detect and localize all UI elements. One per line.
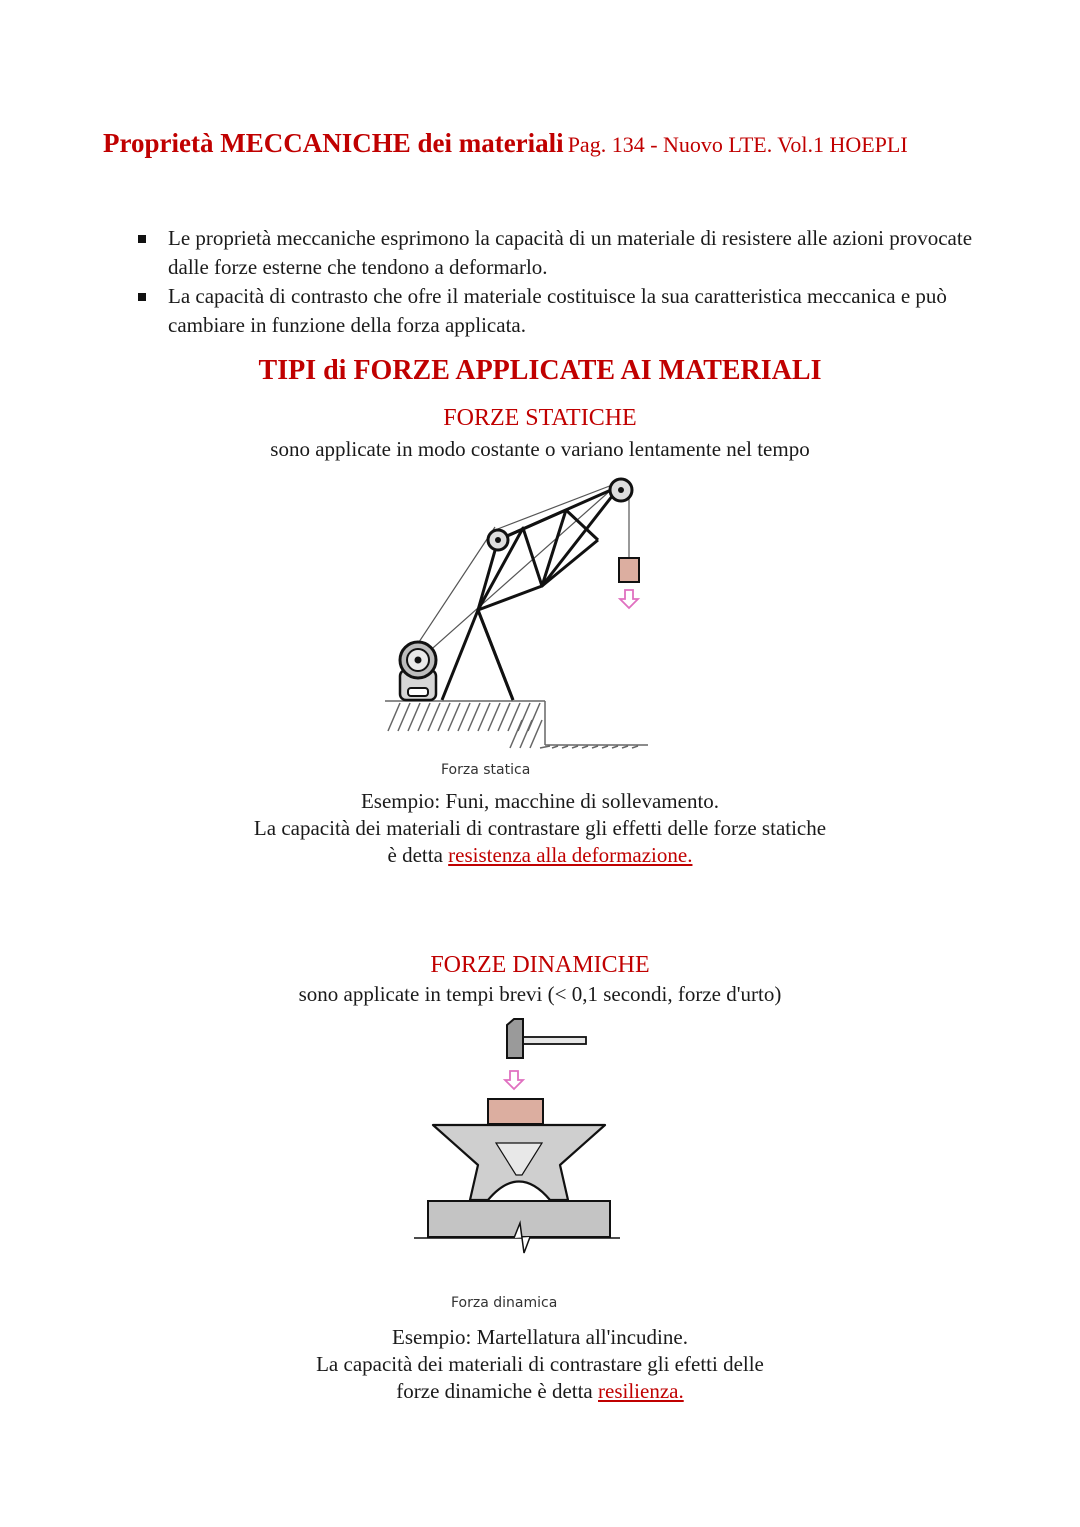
bullet-text: Le proprietà meccaniche esprimono la capacità di un materiale di resistere alle azioni provocate dalle forze esterne che tendono a deformarlo. — [168, 226, 973, 279]
winch-icon — [400, 642, 436, 700]
static-caption: Forza statica — [441, 762, 531, 778]
dynamic-example: Esempio: Martellatura all'incudine. — [392, 1325, 688, 1349]
dynamic-text-prefix: forze dinamiche è detta — [396, 1379, 599, 1403]
static-description: sono applicate in modo costante o variano lentamente nel tempo — [270, 437, 810, 461]
bullet-square-icon — [138, 235, 146, 243]
down-arrow-icon — [505, 1071, 523, 1089]
static-example: Esempio: Funi, macchine di sollevamento. — [360, 789, 720, 813]
list-item — [130, 224, 990, 282]
section-title: TIPI di FORZE APPLICATE AI MATERIALI — [258, 355, 822, 386]
crane-boom — [442, 486, 620, 700]
static-heading: FORZE STATICHE — [443, 405, 637, 431]
resilienza-link[interactable]: resilienza. — [598, 1379, 684, 1403]
crane-illustration — [370, 470, 670, 760]
intro-bullet-list — [130, 224, 990, 340]
dynamic-text-line2 — [0, 1378, 1080, 1405]
static-text-prefix: è detta — [387, 843, 449, 867]
static-text-line1: La capacità dei materiali di contrastare gli effetti delle forze statiche — [253, 816, 827, 840]
title-main: Proprietà MECCANICHE dei materiali — [103, 128, 564, 158]
title-reference: Pag. 134 - Nuovo LTE. Vol.1 HOEPLI — [567, 132, 908, 157]
cables — [417, 482, 629, 655]
anvil-illustration — [410, 1015, 630, 1260]
hammer-icon — [507, 1019, 586, 1058]
resistenza-link[interactable]: resistenza alla deformazione. — [448, 843, 693, 867]
static-text-line2 — [0, 842, 1080, 869]
workpiece-icon — [488, 1099, 543, 1124]
load-block-icon — [619, 558, 639, 582]
dynamic-heading: FORZE DINAMICHE — [430, 952, 650, 978]
down-arrow-icon — [620, 590, 638, 608]
ground-hatch — [385, 701, 648, 748]
bullet-square-icon — [138, 293, 146, 301]
pulley-hub-icon — [618, 487, 624, 493]
list-item — [130, 282, 990, 340]
dynamic-caption: Forza dinamica — [451, 1295, 558, 1311]
page-title — [103, 128, 908, 159]
dynamic-text-line1: La capacità dei materiali di contrastare gli efetti delle — [316, 1352, 764, 1376]
dynamic-description: sono applicate in tempi brevi (< 0,1 secondi, forze d'urto) — [298, 982, 782, 1006]
bullet-text: La capacità di contrasto che ofre il materiale costituisce la sua caratteristica meccanica e può cambiare in funzione della forza applicata. — [168, 284, 947, 337]
pulley-hub-icon — [495, 537, 501, 543]
